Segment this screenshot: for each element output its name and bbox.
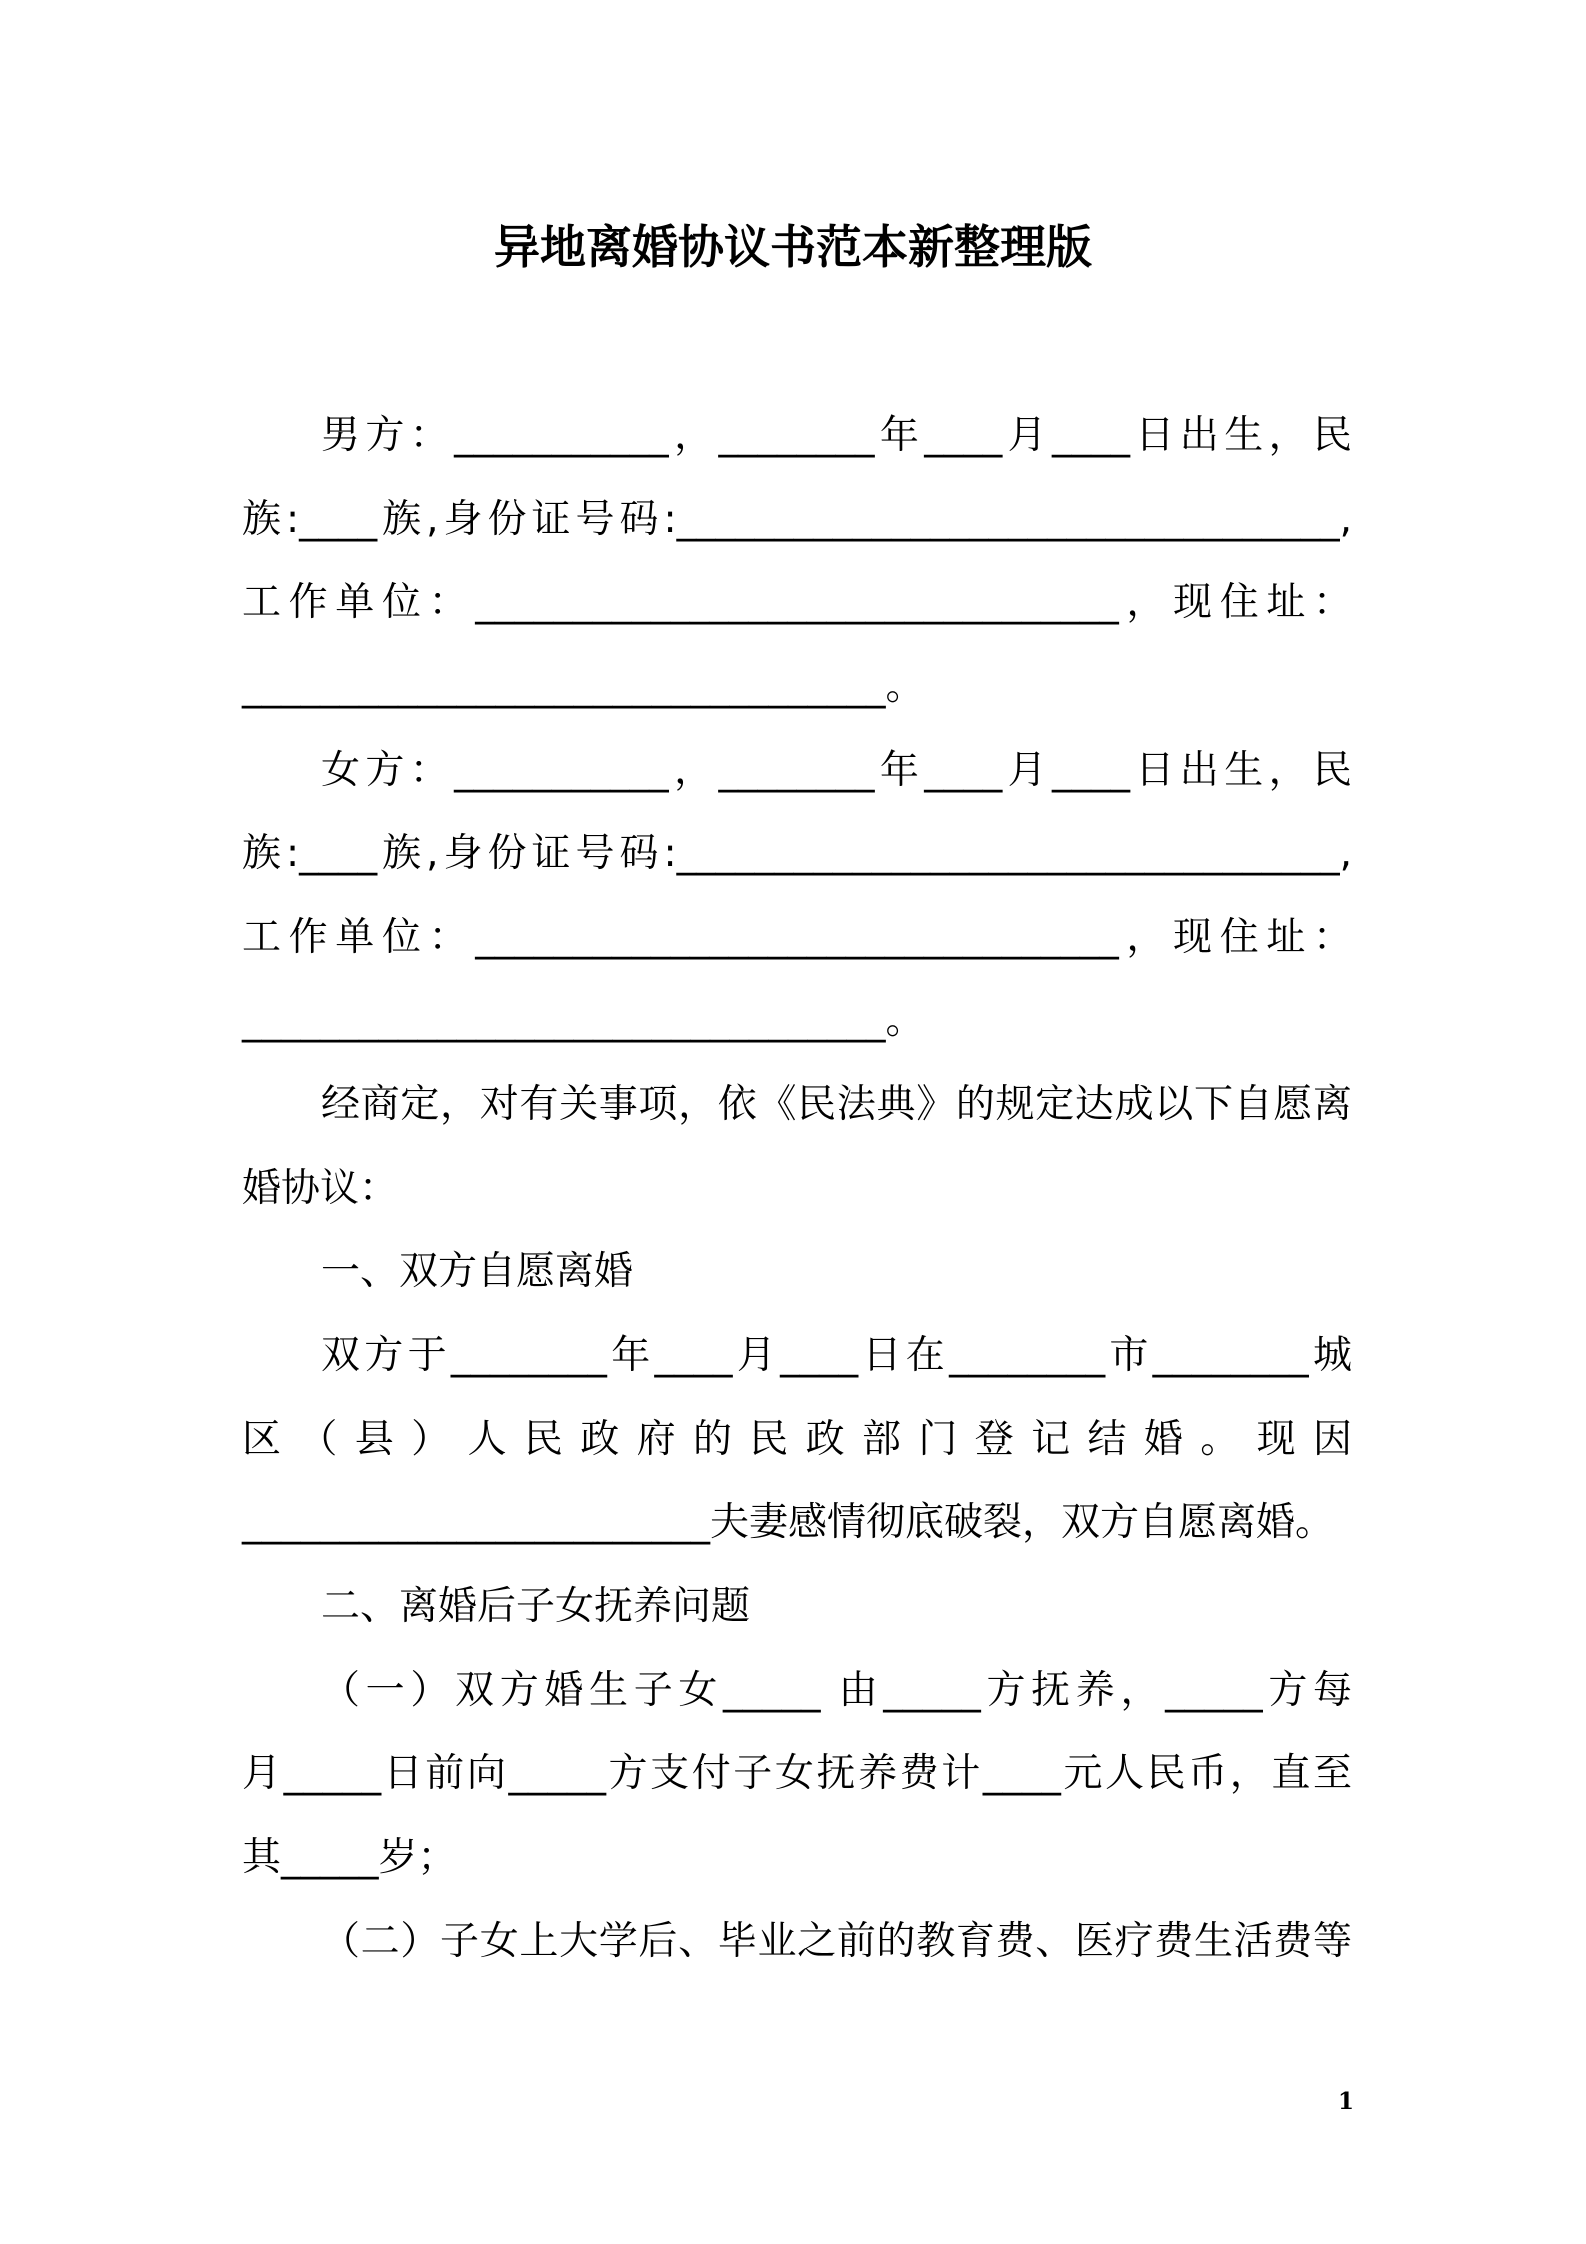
male-party-id-line: 族:____族,身份证号码:__________________________________, <box>242 496 1352 542</box>
female-party-address-line: _________________________________。 <box>242 998 925 1044</box>
section-2 <box>242 1565 1352 1983</box>
section-2-item-1-line: 其_____岁； <box>242 1834 457 1880</box>
male-party-address-line: _________________________________。 <box>242 663 925 709</box>
section-1-body-line: 双方于________年____月____日在________市________城 <box>321 1333 1352 1379</box>
document-body <box>242 394 1352 1983</box>
section-1-body-line: 区（县）人民政府的民政部门登记结婚。现因 <box>242 1416 1352 1462</box>
section-1-body-line: ________________________夫妻感情彻底破裂，双方自愿离婚。 <box>242 1500 1335 1546</box>
agreement-intro-line: 婚协议： <box>242 1165 399 1211</box>
male-party-birth-line: 男方：___________，________年____月____日出生，民 <box>321 413 1352 458</box>
section-1 <box>242 1230 1352 1565</box>
female-party-birth-line: 女方：___________，________年____月____日出生，民 <box>321 747 1352 793</box>
section-1-heading: 一、双方自愿离婚 <box>321 1249 634 1295</box>
male-party-info <box>242 394 1352 729</box>
female-party-info <box>242 729 1352 1064</box>
female-party-employer-line: 工作单位：_________________________________，现住址： <box>242 914 1352 960</box>
page-number: 1 <box>1337 2088 1354 2115</box>
agreement-intro-line: 经商定，对有关事项，依《民法典》的规定达成以下自愿离 <box>321 1082 1352 1128</box>
document-title: 异地离婚协议书范本新整理版 <box>494 220 1092 274</box>
section-2-item-2-line: （二）子女上大学后、毕业之前的教育费、医疗费生活费等 <box>321 1918 1352 1964</box>
section-2-item-1-line: 月_____日前向_____方支付子女抚养费计____元人民币，直至 <box>242 1751 1352 1797</box>
section-2-item-1-line: （一）双方婚生子女_____ 由_____方抚养，_____方每 <box>321 1667 1352 1713</box>
section-2-heading: 二、离婚后子女抚养问题 <box>321 1583 751 1629</box>
male-party-employer-line: 工作单位：_________________________________，现住址： <box>242 580 1352 626</box>
agreement-intro <box>242 1063 1352 1230</box>
female-party-id-line: 族:____族,身份证号码:__________________________________, <box>242 831 1352 877</box>
